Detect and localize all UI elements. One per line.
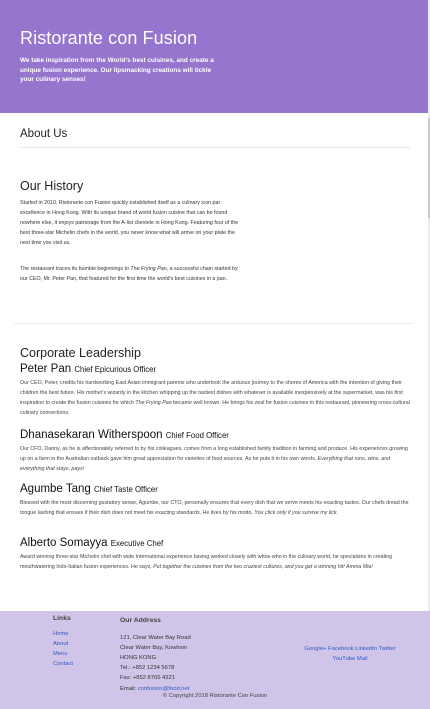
footer-links [53, 615, 73, 670]
leader-desc-text: Our CEO, Peter, credits his hardworking East Asian immigrant parents who undertook the arduous journey to the shores of America with the intention of giving their children the best future. His mother's wizardy in the kitchen whipping up the tastiest dishes with whatever is available inexpensively at the supermarket, was his first inspiration to create the fusion cuisines for which [20, 380, 403, 406]
leader-desc-em: The Frying Pan [135, 399, 172, 406]
facebook-link[interactable]: Facebook [328, 646, 354, 652]
leader-name-text: Agumbe Tang [20, 483, 91, 495]
leader-desc-text: Our CFO, Danny, as he is affectionately referred to by his colleagues, comes from a long established family tradition in farming and produce. His experiences growing up on a farm in the Australian outback gave him great appreciation for varieties of food sources. As he puts it in his own words, [20, 446, 408, 462]
footer-link-menu[interactable]: Menu [53, 651, 68, 658]
frying-pan-name: The Frying Pan [130, 266, 167, 272]
leader-name [20, 363, 412, 375]
divider [14, 323, 414, 324]
history-text-end: , a successful chain started by our CEO, Mr. Peter Pan, that featured for the first time the world's best cuisines in a pan. [20, 266, 238, 283]
leader-description [20, 379, 412, 419]
breadcrumb: About Us [20, 128, 68, 140]
address-line: HONG KONG [120, 655, 157, 662]
fax-line: Fax: +852 8765 4321 [120, 675, 175, 682]
leader-desc-em: You click only if you survive my lick. [254, 509, 338, 516]
footer-link-about[interactable]: About [53, 641, 69, 648]
leader-name [20, 483, 412, 495]
footer-link-contact[interactable]: Contact [53, 661, 73, 668]
twitter-link[interactable]: Twitter [378, 646, 396, 652]
leader-desc-text: Blessed with the most discerning gustatory sense, Agumbe, our CTO, personally ensures that every dish that we serve meets his exacting tastes. Our chefs dread the tongue lashing that ensues if their dish does not meet his exacting standards. He lives by his motto, [20, 500, 409, 516]
leadership-heading: Corporate Leadership [20, 346, 141, 360]
google-plus-link[interactable]: Google+ [304, 646, 327, 652]
leader-name [20, 429, 412, 441]
leader-name [20, 537, 412, 549]
leader-description [20, 553, 412, 573]
leader-description [20, 499, 412, 519]
leader-designation: Chief Epicurious Officer [74, 365, 157, 374]
history-text: The restaurant traces its humble beginnings to [20, 266, 131, 272]
youtube-link[interactable]: YouTube [332, 656, 356, 663]
history-paragraph: Started in 2010, Ristorante con Fusion quickly established itself as a culinary icon par excellence in Hong Kong. With its unique brand of world fusion cuisine that can be found nowhere else, it enjoys patronage from the A-list clientele in Hong Kong. Featuring four of the best three-star Michelin chefs in the world, you never know what will arrive on your plate the next time you visit us. [20, 200, 239, 247]
address-line: Clear Water Bay, Kowloon [120, 645, 188, 652]
address-line: 121, Clear Water Bay Road [120, 634, 191, 641]
leader-desc-text: Award winning three-star Michelin chef with wide International experience having worked closely with whos-who in the culinary world, he specializes in creating mouthwatering Indo-Italian fusion experiences. He says, [20, 554, 393, 570]
mail-link[interactable]: Mail [356, 656, 368, 663]
footer-link-home[interactable]: Home [53, 631, 69, 637]
leader-designation: Chief Food Officer [165, 431, 229, 440]
leader-item [20, 483, 412, 519]
email-label: Email: [120, 685, 138, 692]
tagline: We take inspiration from the World's best cuisines, and create a unique fusion experience. Our lipsmacking creations will tickle your culinary senses! [20, 57, 214, 84]
footer-address [120, 615, 191, 694]
leader-name-text: Alberto Somayya [20, 537, 108, 549]
leader-desc-em: Everything that runs, wins, and everything that stays, pays! [20, 455, 391, 472]
address-heading: Our Address [120, 617, 161, 624]
phone-line: Tel.: +852 1234 5678 [120, 665, 175, 672]
leader-designation: Executive Chef [110, 539, 164, 548]
leader-item [20, 537, 412, 573]
leader-item [20, 363, 412, 419]
leader-designation: Chief Taste Officer [93, 485, 158, 494]
leader-desc-em: Put together the cuisines from the two craziest cultures, and you get a winning hit! Amma Mia! [153, 563, 373, 570]
footer [0, 611, 430, 709]
leader-desc-end: became well known. He brings his zeal for fusion cuisines to this restaurant, pioneering cross-cultural culinary connections. [20, 399, 410, 416]
email-link[interactable]: confusion@food.net [137, 685, 190, 692]
leader-name-text: Dhanasekaran Witherspoon [20, 429, 163, 441]
history-heading: Our History [20, 179, 84, 193]
links-heading: Links [53, 615, 71, 622]
copyright: © Copyright 2018 Ristorante Con Fusion [162, 693, 268, 699]
leader-description [20, 445, 412, 475]
restaurant-title: Ristorante con Fusion [20, 28, 198, 48]
linkedin-link[interactable]: LinkedIn [355, 646, 378, 652]
jumbotron [0, 0, 430, 113]
leader-name-text: Peter Pan [20, 363, 72, 375]
history-paragraph-2 [20, 264, 242, 284]
leader-item [20, 429, 412, 475]
social-links [296, 644, 404, 664]
divider [20, 147, 410, 148]
